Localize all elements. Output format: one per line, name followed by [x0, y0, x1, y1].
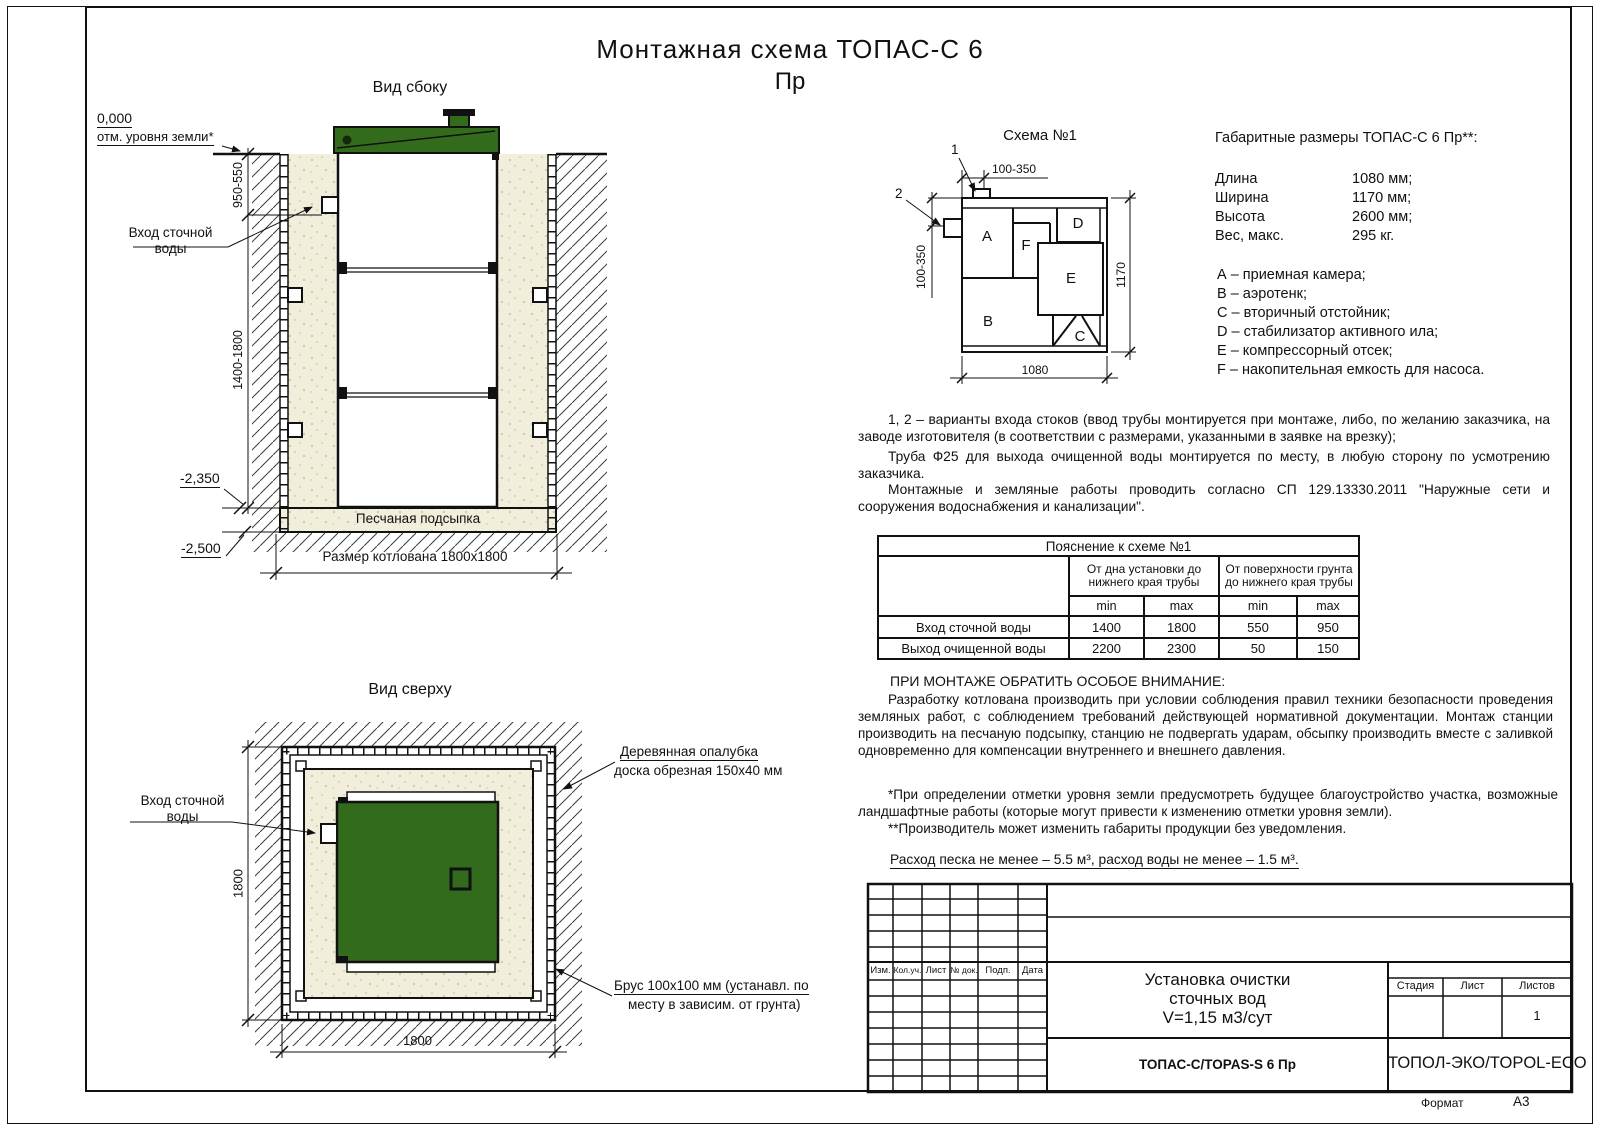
- top-view-dim-v: 1800: [230, 869, 246, 898]
- legend-c: С – вторичный отстойник;: [1217, 305, 1391, 321]
- stamp-col-ndok: № док.: [950, 965, 978, 975]
- vent-top: [451, 869, 470, 889]
- explanation-table: [877, 535, 1360, 660]
- scheme1-drawing: [906, 158, 1136, 384]
- table-max-2: max: [1297, 596, 1359, 616]
- model-designation: ТОПАС-С/TOPAS-S 6 Пр: [1139, 1057, 1296, 1072]
- inlet-label-top-2: воды: [166, 809, 199, 824]
- stamp-col-data: Дата: [1021, 965, 1044, 976]
- top-view-drawing: [130, 722, 615, 1058]
- dim-row-value-2: 2600 мм;: [1352, 209, 1413, 225]
- row0-label: Вход сточной воды: [878, 616, 1069, 638]
- attention-heading: ПРИ МОНТАЖЕ ОБРАТИТЬ ОСОБОЕ ВНИМАНИЕ:: [890, 673, 1226, 689]
- sheet-label: Лист: [1460, 980, 1485, 992]
- table-min-1: min: [1069, 596, 1144, 616]
- mark-2350: -2,350: [180, 470, 220, 486]
- row1-v2: 2300: [1144, 638, 1219, 659]
- inlet-label-top-1: Вход сточной: [140, 793, 225, 808]
- footnote-manufacturer: **Производитель может изменить габариты продукции без уведомления.: [888, 821, 1347, 836]
- scheme1-dim-left: 100-350: [914, 244, 928, 290]
- zero-mark-label: 0,000: [97, 110, 133, 126]
- table-colgroup-2: От поверхности грунта до нижнего края трубы: [1219, 556, 1359, 596]
- footnote-ground-level: *При определении отметки уровня земли предусмотреть будущее благоустройство участка, возможные ландшафтные работы (которые могут привести к изменению отметки уровня земли).: [858, 787, 1558, 819]
- legend-f: F – накопительная емкость для насоса.: [1217, 362, 1485, 378]
- dim-1400-1800: 1400-1800: [231, 330, 245, 390]
- stamp-col-koluch: Кол.уч.: [893, 965, 922, 975]
- vent-cap: [443, 109, 475, 116]
- legend-e: Е – компрессорный отсек;: [1217, 343, 1393, 359]
- table-empty-cell: [878, 556, 1069, 616]
- row0-v2: 1800: [1144, 616, 1219, 638]
- stamp-col-list: Лист: [925, 965, 947, 976]
- compartment-f: F: [1021, 237, 1031, 254]
- legend-a: А – приемная камера;: [1217, 267, 1366, 283]
- compartment-d: D: [1072, 215, 1084, 232]
- consumption-note: Расход песка не менее – 5.5 м³, расход воды не менее – 1.5 м³.: [890, 852, 1299, 867]
- scheme1-marker-2: 2: [895, 186, 903, 201]
- table-colgroup-1: От дна установки до нижнего края трубы: [1069, 556, 1219, 596]
- top-view-dim-h: 1800: [403, 1033, 432, 1048]
- compartment-c: C: [1074, 328, 1086, 345]
- beam-label-1: Брус 100х100 мм (устанавл. по: [614, 978, 809, 993]
- compartment-e: E: [1065, 270, 1076, 287]
- dim-row-label-0: Длина: [1215, 171, 1258, 187]
- table-row: [878, 638, 1359, 659]
- row0-v4: 950: [1297, 616, 1359, 638]
- row1-label: Выход очищенной воды: [878, 638, 1069, 659]
- doc-name-line3: V=1,15 м3/сут: [1162, 1008, 1273, 1027]
- formwork-label-2: доска обрезная 150х40 мм: [614, 763, 783, 778]
- row1-v1: 2200: [1069, 638, 1144, 659]
- stage-label: Стадия: [1396, 980, 1435, 992]
- compartment-a: A: [981, 228, 992, 245]
- page-title-line2: Пр: [774, 68, 806, 95]
- dim-row-value-0: 1080 мм;: [1352, 171, 1413, 187]
- top-view-title: Вид сверху: [368, 681, 452, 698]
- scheme1-dim-top: 100-350: [992, 162, 1037, 176]
- side-view-title: Вид сбоку: [372, 79, 448, 96]
- legend-b: В – аэротенк;: [1217, 286, 1307, 302]
- note-sp-standard: Монтажные и земляные работы проводить согласно СП 129.13330.2011 "Наружные сети и сооружения водоснабжения и канализации".: [858, 482, 1550, 515]
- row0-v3: 550: [1219, 616, 1297, 638]
- table-row: [878, 616, 1359, 638]
- stamp-col-podp: Подп.: [985, 965, 1011, 976]
- inlet-label-side-1: Вход сточной: [128, 225, 213, 240]
- table-min-2: min: [1219, 596, 1297, 616]
- vent-pipe: [449, 114, 469, 128]
- sheets-label: Листов: [1519, 980, 1555, 992]
- dim-row-label-2: Высота: [1215, 209, 1265, 225]
- ground-level-label: отм. уровня земли*: [97, 129, 214, 144]
- company-name: ТОПОЛ-ЭКО/TOPOL-ECO: [1388, 1054, 1587, 1072]
- note-inlet-variants: 1, 2 – варианты входа стоков (ввод трубы монтируется при монтаже, либо, по желанию заказчика, на заводе изготовителя (в соответствии с размерами, указанными в заявке на врезку);: [858, 412, 1550, 445]
- sheets-value: 1: [1533, 1008, 1541, 1023]
- inlet-label-side-2: воды: [154, 241, 187, 256]
- scheme1-title: Схема №1: [1003, 127, 1077, 144]
- note-outlet-pipe: Труба Ф25 для выхода очищенной воды монтируется по месту, в любую сторону по усмотрению заказчика.: [858, 449, 1550, 482]
- scheme1-dim-height: 1170: [1114, 262, 1128, 288]
- dim-950-550: 950-550: [231, 162, 245, 208]
- legend-d: D – стабилизатор активного ила;: [1217, 324, 1439, 340]
- dimensions-heading: Габаритные размеры ТОПАС-С 6 Пр**:: [1215, 130, 1478, 146]
- lid-top: [337, 802, 498, 962]
- row0-v1: 1400: [1069, 616, 1144, 638]
- dim-row-value-1: 1170 мм;: [1352, 190, 1412, 206]
- stamp-col-izm: Изм.: [870, 965, 891, 976]
- attention-body: Разработку котлована производить при условии соблюдения правил техники безопасности проведения земляных работ, с соблюдением требований действующей нормативной документации. Монтаж станции производить на песчаную подсыпку, станцию не подвергать ударам, обсыпку производить вместе с заливкой одновременно для компенсации внутреннего и внешнего давления.: [858, 692, 1553, 758]
- row1-v3: 50: [1219, 638, 1297, 659]
- dim-row-label-1: Ширина: [1215, 190, 1269, 206]
- doc-name-line1: Установка очистки: [1144, 970, 1291, 989]
- format-value: А3: [1513, 1094, 1530, 1109]
- row1-v4: 150: [1297, 638, 1359, 659]
- dim-row-value-3: 295 кг.: [1352, 228, 1395, 244]
- table-title: Пояснение к схеме №1: [878, 536, 1359, 556]
- mark-2500: -2,500: [181, 540, 221, 556]
- sand-bed-label: Песчаная подсыпка: [355, 511, 481, 526]
- dim-row-label-3: Вес, макс.: [1215, 228, 1284, 244]
- formwork-label-1: Деревянная опалубка: [620, 744, 759, 759]
- scheme1-marker-1: 1: [951, 142, 959, 157]
- pit-size-label: Размер котлована 1800х1800: [322, 549, 508, 564]
- doc-name-line2: сточных вод: [1169, 989, 1266, 1008]
- side-view-drawing: [133, 109, 607, 580]
- scheme1-dim-width: 1080: [1021, 363, 1049, 377]
- table-max-1: max: [1144, 596, 1219, 616]
- beam-label-2: месту в зависим. от грунта): [628, 997, 801, 1012]
- compartment-b: B: [982, 313, 993, 330]
- page-title: Монтажная схема ТОПАС-С 6: [596, 34, 984, 64]
- format-label: Формат: [1421, 1096, 1464, 1110]
